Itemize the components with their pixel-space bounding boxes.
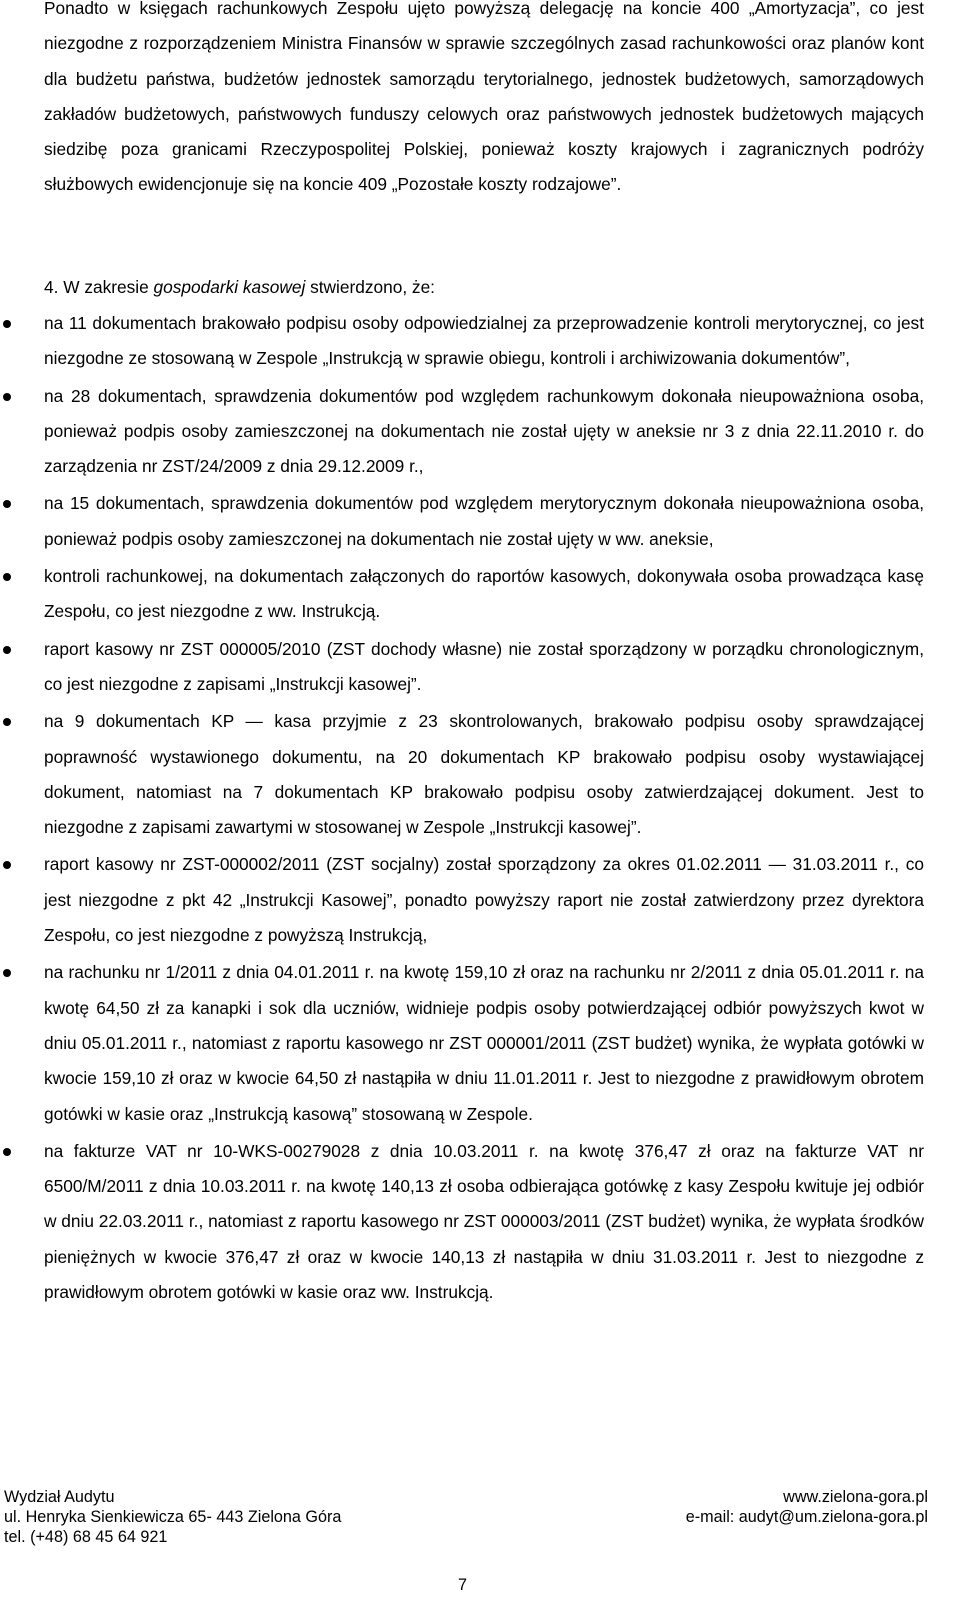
page-number: 7 (458, 1576, 468, 1594)
footer-dept: Wydział Audytu (4, 1488, 115, 1506)
list-item (0, 486, 924, 557)
findings-list (0, 306, 960, 1312)
footer-email: e-mail: audyt@um.zielona-gora.pl (685, 1508, 928, 1526)
bullet-icon (3, 500, 11, 508)
list-item (0, 379, 924, 485)
section-4-heading (44, 270, 924, 305)
list-item (0, 955, 924, 1131)
list-item-text: na fakturze VAT nr 10-WKS-00279028 z dnia 10.03.2011 r. na kwotę 376,47 zł oraz na fakturze VAT nr 6500/M/2011 z dnia 10.03.2011 r. na kwotę 140,13 zł osoba odbierająca gotówkę z kasy Zespołu kwituje jej odbiór w dniu 22.03.2011 r., natomiast z raportu kasowego nr ZST 000003/2011 (ZST budżet) wynika, że wypłata środków pieniężnych w kwocie 376,47 zł oraz w kwocie 140,13 zł nastąpiła w dniu 31.03.2011 r. Jest to niezgodne z prawidłowym obrotem gotówki w kasie oraz ww. Instrukcją. (44, 1140, 924, 1303)
section-tail: stwierdzono, że: (310, 277, 435, 297)
section-lead: W zakresie (63, 277, 149, 297)
bullet-icon (3, 861, 11, 869)
list-item-text: na 9 dokumentach KP — kasa przyjmie z 23 skontrolowanych, brakowało podpisu osoby sprawdzającej poprawność wystawionego dokumentu, na 20 dokumentach KP brakowało podpisu osoby wystawiającej dokument, natomiast na 7 dokumentach KP brakowało podpisu osoby zatwierdzającej dokument. Jest to niezgodne z zapisami zawartymi w stosowanej w Zespole „Instrukcji kasowej”. (44, 711, 924, 838)
list-item-text: na 28 dokumentach, sprawdzenia dokumentów pod względem rachunkowym dokonała nieupoważniona osoba, ponieważ podpis osoby zamieszczonej na dokumentach nie został ujęty w aneksie nr 3 z dnia 22.11.2010 r. do zarządzenia nr ZST/24/2009 z dnia 29.12.2009 r., (44, 385, 924, 477)
footer-address: ul. Henryka Sienkiewicza 65- 443 Zielona Góra (4, 1508, 342, 1526)
list-item (0, 306, 924, 377)
bullet-icon (3, 646, 11, 654)
bullet-icon (3, 1148, 11, 1156)
list-item (0, 847, 924, 953)
section-topic: gospodarki kasowej (153, 277, 306, 297)
list-item (0, 1134, 924, 1310)
bullet-icon (3, 969, 11, 977)
bullet-icon (3, 393, 11, 401)
list-item-text: na rachunku nr 1/2011 z dnia 04.01.2011 r. na kwotę 159,10 zł oraz na rachunku nr 2/2011 z dnia 05.01.2011 r. na kwotę 64,50 zł za kanapki i sok dla uczniów, widnieje podpis osoby potwierdzającej odbiór powyższych kwot w dniu 05.01.2011 r., natomiast z raportu kasowego nr ZST 000001/2011 (ZST budżet) wynika, że wypłata gotówki w kwocie 159,10 zł oraz w kwocie 64,50 zł nastąpiła w dniu 11.01.2011 r. Jest to niezgodne z prawidłowym obrotem gotówki w kasie oraz „Instrukcją kasową” stosowaną w Zespole. (44, 962, 924, 1124)
list-item-text: kontroli rachunkowej, na dokumentach załączonych do raportów kasowych, dokonywała osoba prowadząca kasę Zespołu, co jest niezgodne z ww. Instrukcją. (44, 566, 924, 622)
intro-paragraph (44, 0, 924, 203)
page-footer (0, 1487, 960, 1617)
list-item-text: raport kasowy nr ZST-000002/2011 (ZST socjalny) został sporządzony za okres 01.02.2011 — 31.03.2011 r., co jest niezgodne z pkt 42 „Instrukcji Kasowej”, ponadto powyższy raport nie został zatwierdzony przez dyrektora Zespołu, co jest niezgodne z powyższą Instrukcją, (44, 854, 924, 946)
bullet-icon (3, 573, 11, 581)
footer-phone: tel. (+48) 68 45 64 921 (4, 1528, 168, 1546)
footer-website: www.zielona-gora.pl (783, 1488, 928, 1506)
list-item (0, 704, 924, 845)
bullet-icon (3, 320, 11, 328)
section-number: 4. (44, 277, 59, 297)
list-item-text: na 11 dokumentach brakowało podpisu osoby odpowiedzialnej za przeprowadzenie kontroli merytorycznej, co jest niezgodne ze stosowaną w Zespole „Instrukcją w sprawie obiegu, kontroli i archiwizowania dokumentów”, (44, 313, 924, 369)
footer-links (686, 1487, 928, 1527)
list-item-text: na 15 dokumentach, sprawdzenia dokumentów pod względem merytorycznym dokonała nieupoważniona osoba, ponieważ podpis osoby zamieszczonej na dokumentach nie został ujęty w ww. aneksie, (44, 493, 924, 549)
intro-text: Ponadto w księgach rachunkowych Zespołu ujęto powyższą delegację na koncie 400 „Amortyzacja”, co jest niezgodne z rozporządzeniem Ministra Finansów w sprawie szczególnych zasad rachunkowości oraz planów kont dla budżetu państwa, budżetów jednostek samorządu terytorialnego, jednostek budżetowych, samorządowych zakładów budżetowych, państwowych funduszy celowych oraz państwowych jednostek budżetowych mających siedzibę poza granicami Rzeczypospolitej Polskiej, ponieważ koszty krajowych i zagranicznych podróży służbowych ewidencjonuje się na koncie 409 „Pozostałe koszty rodzajowe”. (44, 0, 924, 195)
list-item (0, 559, 924, 630)
bullet-icon (3, 718, 11, 726)
footer-contact (4, 1487, 341, 1547)
list-item-text: raport kasowy nr ZST 000005/2010 (ZST dochody własne) nie został sporządzony w porządku chronologicznym, co jest niezgodne z zapisami „Instrukcji kasowej”. (44, 638, 924, 694)
list-item (0, 632, 924, 703)
